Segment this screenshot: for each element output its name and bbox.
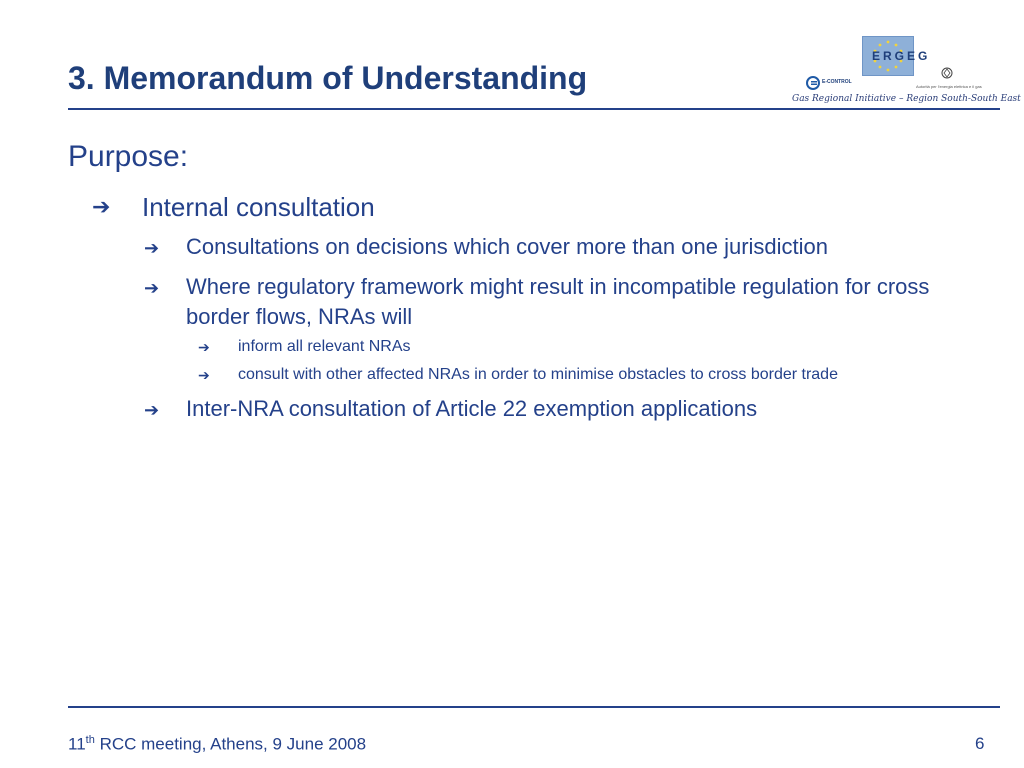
econtrol-logo-text: E-CONTROL: [822, 79, 852, 85]
header-logos: [786, 36, 1021, 106]
bullet-text: Where regulatory framework might result in incompatible regulation for cross border flows, NRAs will: [186, 274, 930, 329]
gas-regional-initiative-text: Gas Regional Initiative – Region South-South East: [792, 94, 1021, 104]
bullet-text: Internal consultation: [142, 192, 375, 222]
aeeg-crest-icon: [940, 66, 954, 82]
header-divider: [68, 108, 1000, 110]
bullet-text: Consultations on decisions which cover more than one jurisdiction: [186, 234, 829, 259]
right-arrow-icon: ➔: [198, 367, 210, 383]
bullet-text: Inter-NRA consultation of Article 22 exemption applications: [186, 396, 758, 421]
right-arrow-icon: ➔: [92, 194, 111, 219]
right-arrow-icon: ➔: [198, 339, 210, 355]
meeting-number: 11: [68, 734, 86, 754]
econtrol-logo-icon: [806, 76, 820, 90]
ergeg-logo-text: ERGEG: [872, 49, 931, 63]
right-arrow-icon: ➔: [144, 400, 160, 420]
footer-meeting-info: [68, 734, 366, 755]
aeeg-logo-text: Autorità per l'energia elettrica e il gas: [916, 84, 982, 89]
footer-divider: [68, 706, 1000, 708]
page-number: 6: [975, 734, 985, 753]
bullet-text: inform all relevant NRAs: [238, 338, 411, 355]
purpose-heading: Purpose:: [68, 140, 189, 173]
meeting-text: RCC meeting, Athens, 9 June 2008: [94, 734, 367, 754]
meeting-number-suffix: th: [85, 734, 95, 746]
right-arrow-icon: ➔: [144, 278, 160, 298]
bullet-text: consult with other affected NRAs in order to minimise obstacles to cross border trade: [238, 366, 838, 383]
right-arrow-icon: ➔: [144, 238, 160, 258]
slide-title: 3. Memorandum of Understanding: [68, 60, 588, 96]
